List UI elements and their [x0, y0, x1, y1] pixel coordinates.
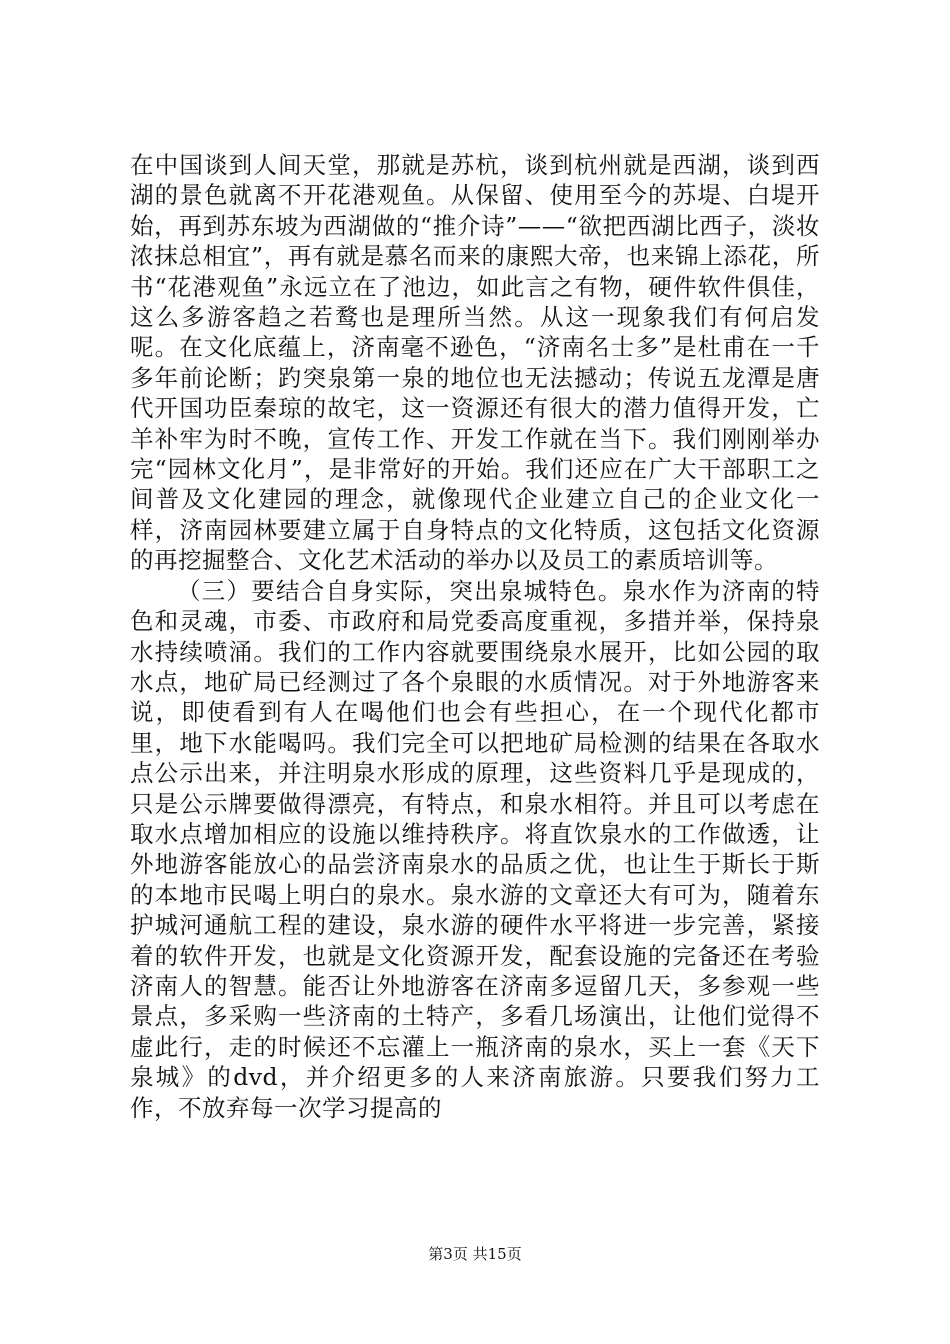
document-body	[130, 150, 820, 1123]
page-number-footer: 第3页 共15页	[428, 1245, 522, 1263]
paragraph-cultural-heritage: 在中国谈到人间天堂，那就是苏杭，谈到杭州就是西湖，谈到西湖的景色就离不开花港观鱼。从保留、使用至今的苏堤、白堤开始，再到苏东坡为西湖做的“推介诗”——“欲把西湖比西子，淡妆浓抹总相宜”，再有就是慕名而来的康熙大帝，也来锦上添花，所书“花港观鱼”永远立在了池边，如此言之有物，硬件软件俱佳，这么多游客趋之若鹜也是理所当然。从这一现象我们有何启发呢。在文化底蕴上，济南毫不逊色，“济南名士多”是杜甫在一千多年前论断；趵突泉第一泉的地位也无法撼动；传说五龙潭是唐代开国功臣秦琼的故宅，这一资源还有很大的潜力值得开发，亡羊补牢为时不晚，宣传工作、开发工作就在当下。我们刚刚举办完“园林文化月”，是非常好的开始。我们还应在广大干部职工之间普及文化建园的理念，就像现代企业建立自己的企业文化一样，济南园林要建立属于自身特点的文化特质，这包括文化资源的再挖掘整合、文化艺术活动的举办以及员工的素质培训等。	[130, 151, 820, 575]
paragraph-spring-city-features: （三）要结合自身实际，突出泉城特色。泉水作为济南的特色和灵魂，市委、市政府和局党委高度重视，多措并举，保持泉水持续喷涌。我们的工作内容就要围绕泉水展开，比如公园的取水点，地矿局已经测过了各个泉眼的水质情况。对于外地游客来说，即使看到有人在喝他们也会有些担心，在一个现代化都市里，地下水能喝吗。我们完全可以把地矿局检测的结果在各取水点公示出来，并注明泉水形成的原理，这些资料几乎是现成的，只是公示牌要做得漂亮，有特点，和泉水相符。并且可以考虑在取水点增加相应的设施以维持秩序。将直饮泉水的工作做透，让外地游客能放心的品尝济南泉水的品质之优，也让生于斯长于斯的本地市民喝上明白的泉水。泉水游的文章还大有可为，随着东护城河通航工程的建设，泉水游的硬件水平将进一步完善，紧接着的软件开发，也就是文化资源开发，配套设施的完备还在考验济南人的智慧。能否让外地游客在济南多逗留几天，多参观一些景点，多采购一些济南的土特产，多看几场演出，让他们觉得不虚此行，走的时候还不忘灌上一瓶济南的泉水，买上一套《天下泉城》的dvd，并介绍更多的人来济南旅游。只要我们努力工作，不放弃每一次学习提高的	[130, 576, 820, 1122]
